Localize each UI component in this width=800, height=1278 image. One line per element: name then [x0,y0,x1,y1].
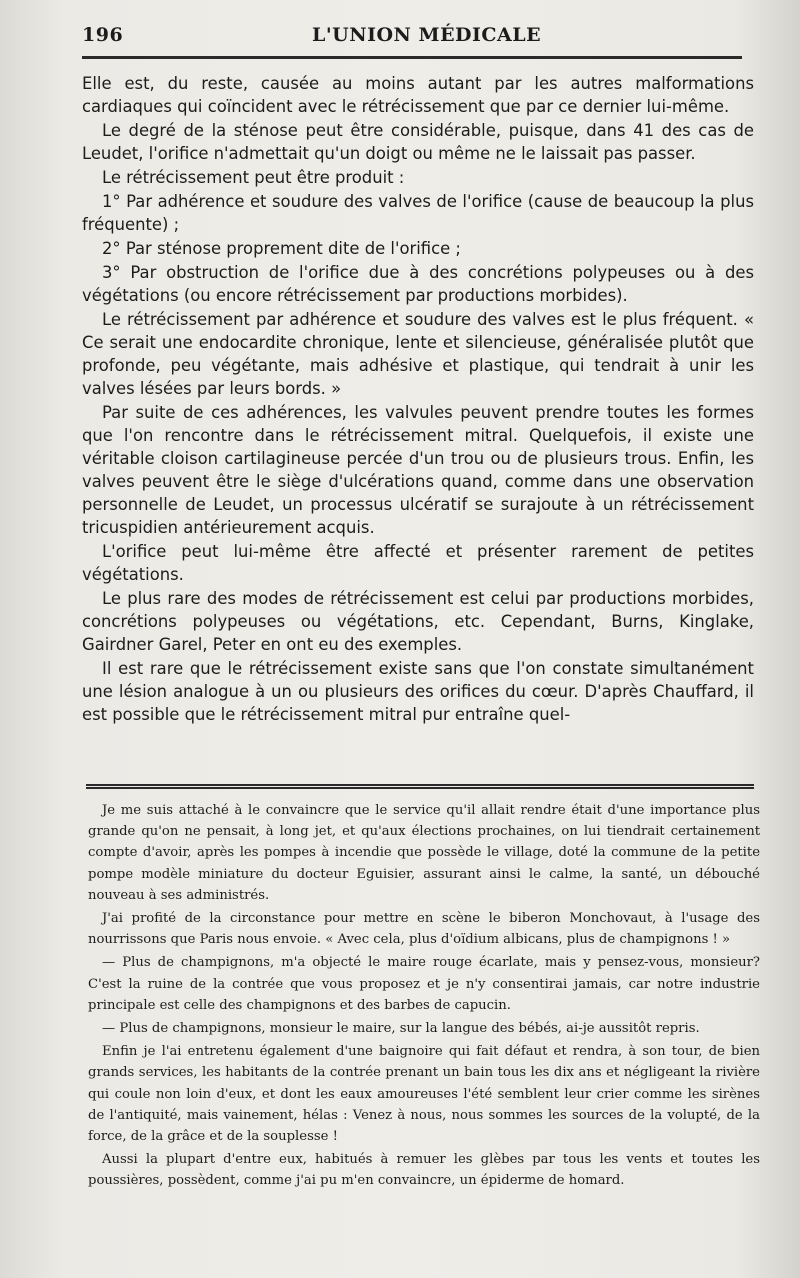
main-paragraph: Il est rare que le rétrécissement existe sans que l'on constate simultanément une lésion analogue à un ou plusieurs des orifices du cœur. D'après Chauffard, il est possible que le rétrécissement mitral pur entraîne quel- [82,659,754,724]
feuilleton-paragraph: Je me suis attaché à le convaincre que le service qu'il allait rendre était d'une importance plus grande qu'on ne pensait, à long jet, et qu'aux élections prochaines, on lui tiendrait certainement compte d'avoir, après les pompes à incendie que possède le village, doté la commune de la petite pompe modèle miniature du docteur Eguisier, assurant ainsi le calme, la santé, un débouché nouveau à ses administrés. [88,803,760,903]
feuilleton-paragraph: Enfin je l'ai entretenu également d'une baignoire qui fait défaut et rendra, à son tour, de bien grands services, les habitants de la contrée prenant un bain tous les dix ans et négligeant la rivière qui coule non loin d'eux, et dont les eaux amoureuses l'été semblent leur crier comme les sirènes de l'antiquité, mais vainement, hélas : Venez à nous, nous sommes les sources de la volupté, de la force, de la grâce et de la souplesse ! [88,1044,760,1145]
main-paragraph: Le plus rare des modes de rétrécissement est celui par productions morbides, concrétions polypeuses ou végétations, etc. Cependant, Burns, Kinglake, Gairdner Garel, Peter en ont eu des exemples. [82,589,754,654]
journal-title: L'UNION MÉDICALE [312,24,542,46]
main-paragraph: Elle est, du reste, causée au moins autant par les autres malformations cardiaques qui coïncident avec le rétrécissement que par ce dernier lui-même. [82,74,754,116]
feuilleton-paragraph: — Plus de champignons, m'a objecté le maire rouge écarlate, mais y pensez-vous, monsieur? C'est la ruine de la contrée que vous proposez et je n'y consentirai jamais, car notre industrie principale est celle des champignons et des barbes de capucin. [88,955,760,1013]
main-paragraph: Le rétrécissement peut être produit : [102,168,405,187]
header-rule [82,56,742,59]
main-paragraph: L'orifice peut lui-même être affecté et présenter rarement de petites végétations. [82,542,754,584]
page-header [82,22,754,54]
main-paragraph: Le rétrécissement par adhérence et soudure des valves est le plus fréquent. « Ce serait une endocardite chronique, lente et silencieuse, généralisée plutôt que profonde, peu végétante, mais adhésive et plastique, qui tendrait à unir les valves lésées par leurs bords. » [82,310,754,398]
main-paragraph: 1° Par adhérence et soudure des valves de l'orifice (cause de beaucoup la plus fréquente) ; [82,192,754,234]
main-paragraph: 3° Par obstruction de l'orifice due à des concrétions polypeuses ou à des végétations (ou encore rétrécissement par productions morbides). [82,263,754,305]
main-text [82,72,754,727]
feuilleton-paragraph: J'ai profité de la circonstance pour mettre en scène le biberon Monchovaut, à l'usage des nourrissons que Paris nous envoie. « Avec cela, plus d'oïdium albicans, plus de champignons ! » [88,911,760,948]
main-paragraph: Le degré de la sténose peut être considérable, puisque, dans 41 des cas de Leudet, l'orifice n'admettait qu'un doigt ou même ne le laissait pas passer. [82,121,754,163]
section-divider [86,784,754,789]
main-paragraph: 2° Par sténose proprement dite de l'orifice ; [102,239,461,258]
page-number: 196 [82,24,124,46]
feuilleton-paragraph: Aussi la plupart d'entre eux, habitués à remuer les glèbes par tous les vents et toutes les poussières, possèdent, comme j'ai pu m'en convaincre, un épiderme de homard. [88,1152,760,1189]
feuilleton-paragraph: — Plus de champignons, monsieur le maire, sur la langue des bébés, ai-je aussitôt repris. [102,1021,700,1037]
main-paragraph: Par suite de ces adhérences, les valvules peuvent prendre toutes les formes que l'on rencontre dans le rétrécissement mitral. Quelquefois, il existe une véritable cloison cartilagineuse percée d'un trou ou de plusieurs trous. Enfin, les valves peuvent être le siège d'ulcérations quand, comme dans une observation personnelle de Leudet, un processus ulcératif se surajoute à un rétrécissement tricuspidien antérieurement acquis. [82,403,754,537]
feuilleton-text [88,800,760,1194]
